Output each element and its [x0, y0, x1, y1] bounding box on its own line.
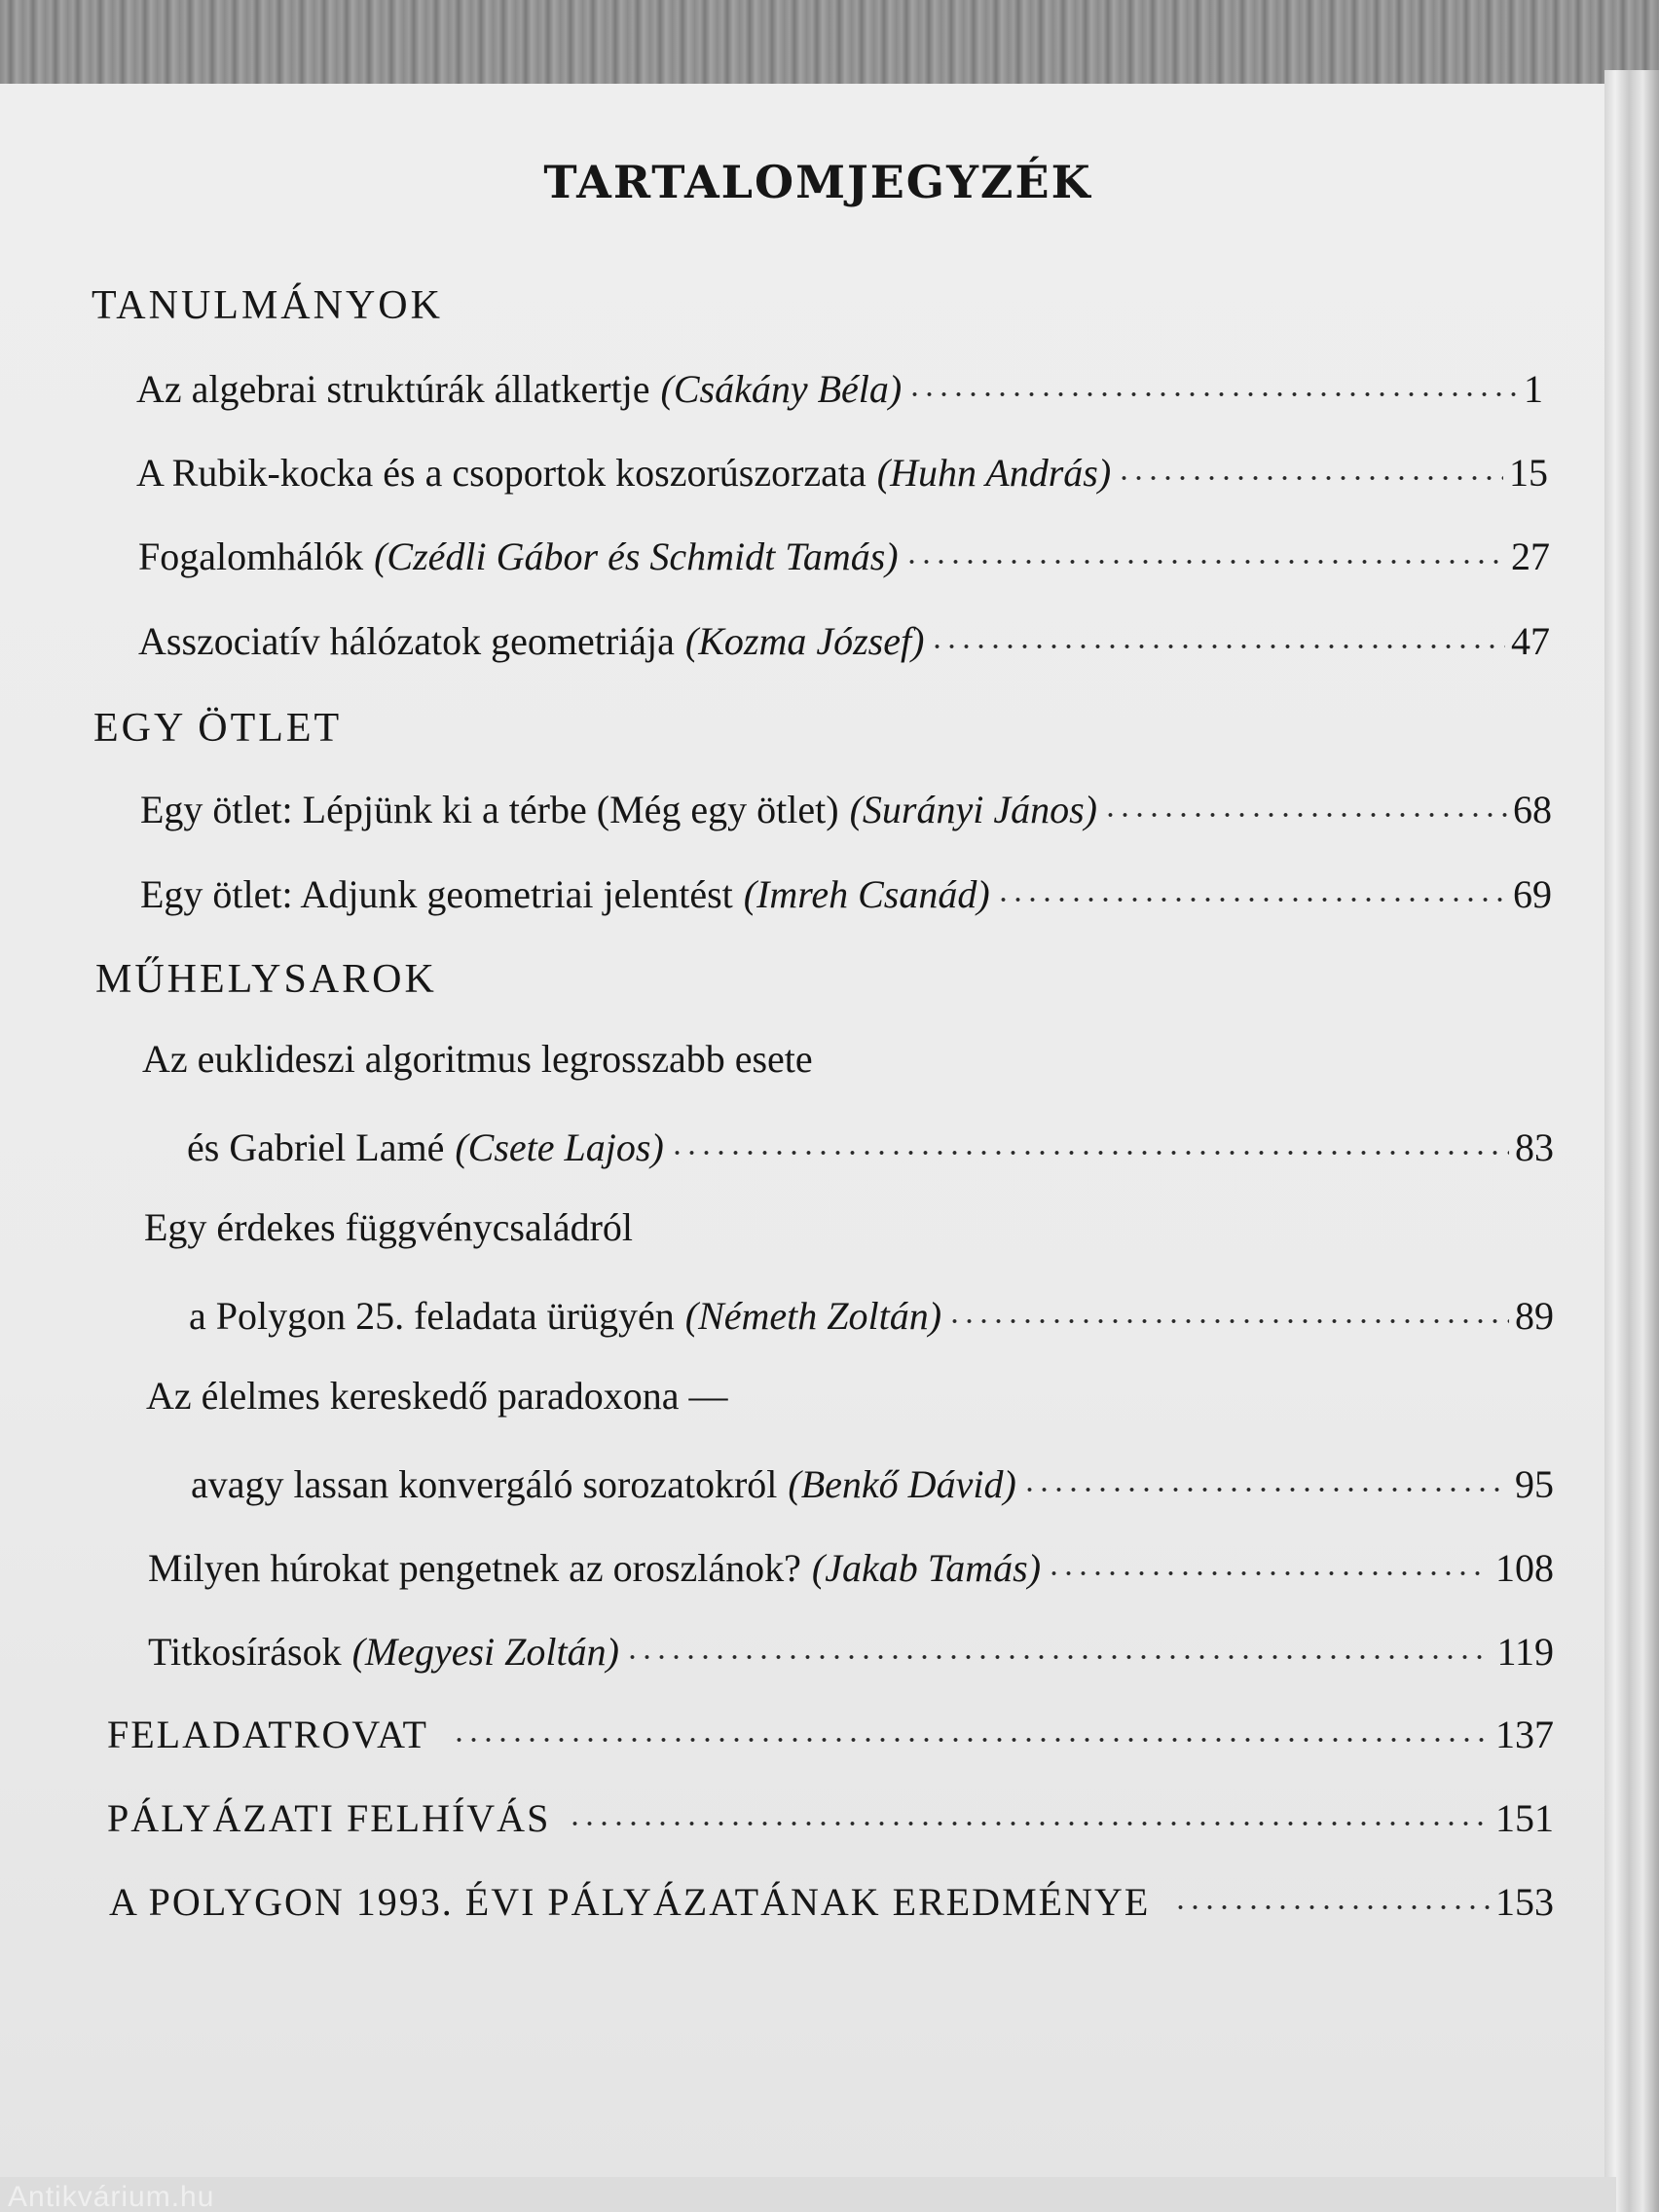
entry-title-first-line: Az euklideszi algoritmus legrosszabb esete [142, 1037, 813, 1081]
entry-page-number: 1 [1524, 367, 1543, 411]
dot-leader [568, 1792, 1490, 1831]
entry-author: (Imreh Csanád) [743, 872, 990, 916]
entry-author: (Csákány Béla) [660, 367, 903, 411]
page-title: TARTALOMJEGYZÉK [543, 156, 1092, 208]
dot-leader [996, 868, 1507, 907]
dot-leader [1117, 447, 1503, 486]
entry-title: Egy ötlet: Adjunk geometriai jelentést [140, 872, 733, 916]
toc-entry[interactable] [136, 363, 1543, 412]
entry-page-number: 47 [1511, 619, 1550, 663]
entry-title: avagy lassan konvergáló sorozatokról [191, 1462, 778, 1506]
entry-page-number: 68 [1513, 788, 1552, 831]
toc-entry[interactable] [189, 1290, 1554, 1339]
scan-background-top [0, 0, 1659, 90]
entry-title-first-line: Az élelmes kereskedő paradoxona — [146, 1374, 728, 1418]
toc-entry-feladatrovat[interactable] [107, 1709, 1554, 1757]
dot-leader [1047, 1542, 1490, 1581]
dot-leader [907, 363, 1518, 402]
entry-title: és Gabriel Lamé [187, 1125, 445, 1169]
entry-author: (Kozma József) [684, 619, 925, 663]
toc-entry-palyazat-eredmenye[interactable] [109, 1876, 1554, 1925]
entry-title-first-line: Egy érdekes függvénycsaládról [144, 1205, 634, 1249]
entry-page-number: 137 [1495, 1713, 1554, 1756]
toc-entry[interactable] [138, 531, 1550, 579]
section-heading-egy-otlet: EGY ÖTLET [93, 706, 343, 751]
watermark: Antikvárium.hu [8, 2181, 215, 2212]
section-heading-tanulmanyok: TANULMÁNYOK [92, 283, 443, 328]
toc-entry[interactable] [140, 784, 1552, 832]
entry-author: (Németh Zoltán) [684, 1294, 942, 1338]
entry-title: Titkosírások [148, 1630, 342, 1674]
bottom-scan-strip [0, 2177, 1616, 2212]
entry-page-number: 83 [1515, 1125, 1554, 1169]
entry-title: Fogalomhálók [138, 535, 364, 578]
entry-author: (Jakab Tamás) [811, 1546, 1042, 1590]
dot-leader [930, 615, 1505, 654]
entry-title: A Rubik-kocka és a csoportok koszorúszorzata [136, 451, 866, 495]
entry-author: (Czédli Gábor és Schmidt Tamás) [374, 535, 899, 578]
entry-author: (Csete Lajos) [455, 1125, 664, 1169]
entry-page-number: 89 [1515, 1294, 1554, 1338]
dot-leader [670, 1122, 1509, 1161]
entry-page-number: 108 [1495, 1546, 1554, 1590]
entry-title: a Polygon 25. feladata ürügyén [189, 1294, 675, 1338]
toc-entry[interactable] [140, 868, 1552, 917]
entry-title: Milyen húrokat pengetnek az oroszlánok? [148, 1546, 801, 1590]
toc-entry[interactable] [148, 1542, 1554, 1591]
entry-page-number: 69 [1513, 872, 1552, 916]
dot-leader [1022, 1458, 1509, 1497]
toc-entry-palyazati-felhivas[interactable] [107, 1792, 1554, 1841]
toc-entry[interactable] [148, 1626, 1554, 1675]
section-heading-muhelysarok: MŰHELYSAROK [95, 957, 437, 1002]
entry-title: PÁLYÁZATI FELHÍVÁS [107, 1796, 551, 1840]
entry-author: (Huhn András) [876, 451, 1112, 495]
toc-entry[interactable] [191, 1458, 1554, 1507]
page-stack-edge [1604, 70, 1659, 2212]
entry-author: (Surányi János) [849, 788, 1097, 831]
entry-page-number: 151 [1495, 1796, 1554, 1840]
toc-entry[interactable] [138, 615, 1550, 664]
dot-leader [904, 531, 1505, 570]
dot-leader [452, 1709, 1490, 1748]
entry-page-number: 119 [1496, 1630, 1554, 1674]
dot-leader [1173, 1876, 1490, 1915]
dot-leader [1103, 784, 1507, 823]
entry-title: A POLYGON 1993. ÉVI PÁLYÁZATÁNAK EREDMÉNYE [109, 1880, 1151, 1924]
entry-author: (Benkő Dávid) [788, 1462, 1016, 1506]
entry-page-number: 95 [1515, 1462, 1554, 1506]
toc-entry[interactable] [187, 1122, 1554, 1170]
entry-title: Asszociatív hálózatok geometriája [138, 619, 675, 663]
entry-author: (Megyesi Zoltán) [351, 1630, 619, 1674]
entry-page-number: 153 [1495, 1880, 1554, 1924]
dot-leader [947, 1290, 1509, 1329]
entry-title: Egy ötlet: Lépjünk ki a térbe (Még egy ötlet) [140, 788, 839, 831]
entry-page-number: 27 [1511, 535, 1550, 578]
toc-entry[interactable] [136, 447, 1548, 496]
dot-leader [625, 1626, 1492, 1665]
entry-title: FELADATROVAT [107, 1713, 428, 1756]
entry-title: Az algebrai struktúrák állatkertje [136, 367, 650, 411]
entry-page-number: 15 [1509, 451, 1548, 495]
